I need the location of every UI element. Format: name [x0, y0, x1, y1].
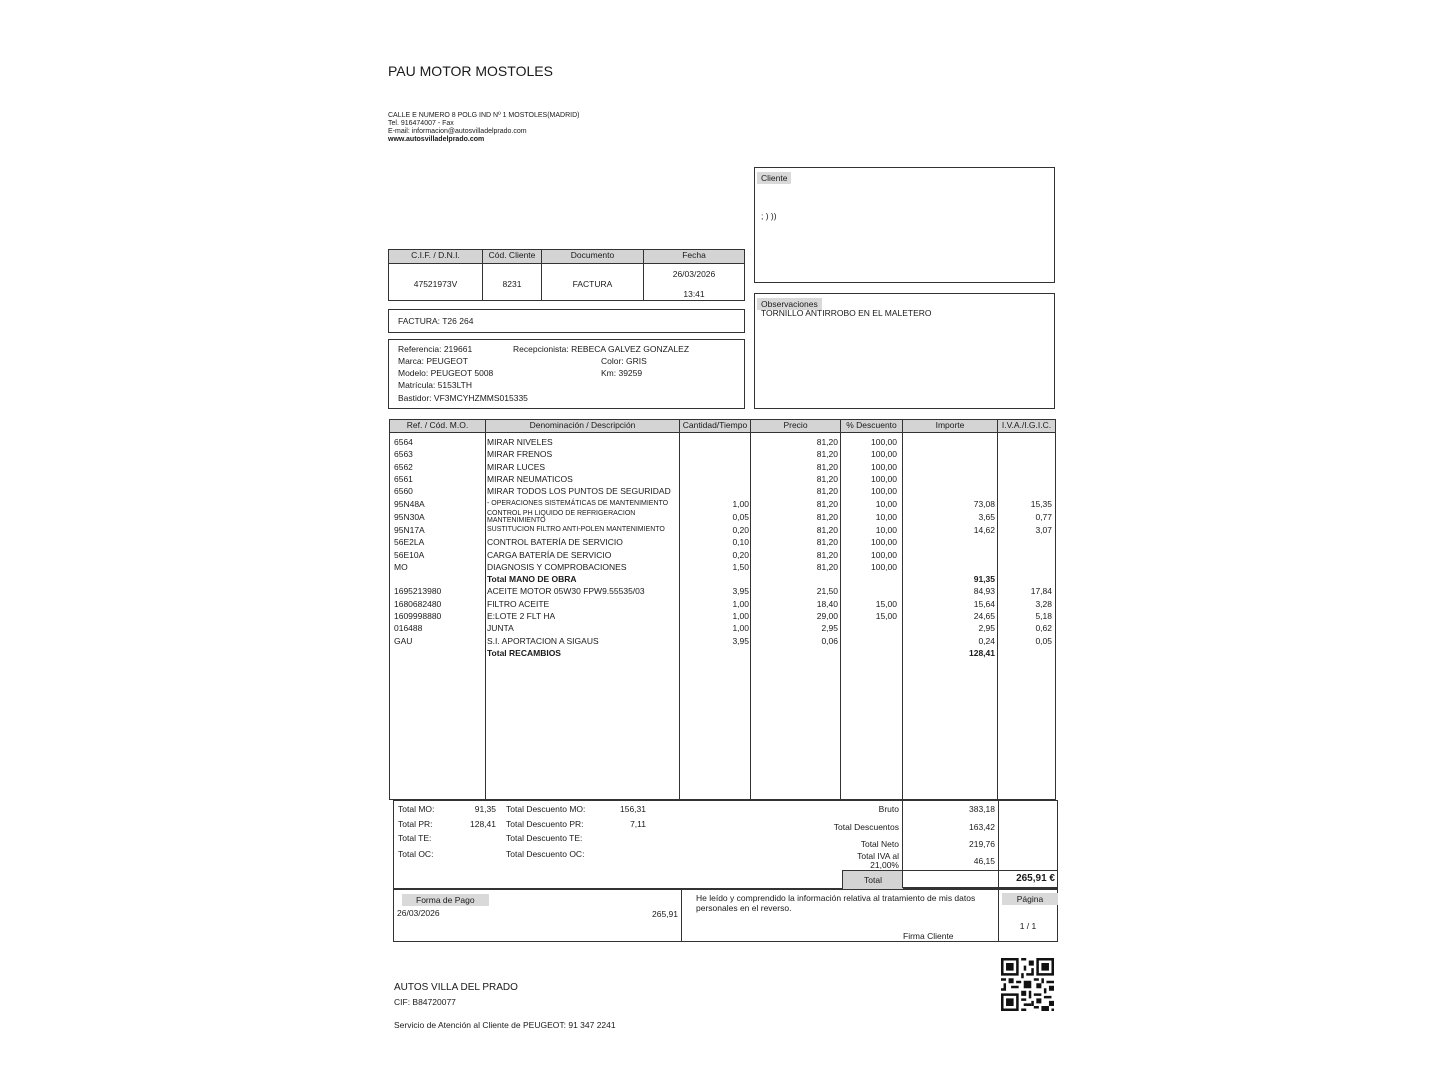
row-price: 0,06: [821, 635, 838, 646]
row-desc: JUNTA: [487, 623, 514, 634]
total-label: Total MO:: [398, 804, 435, 814]
table-row: [390, 473, 1055, 485]
invoice-number: FACTURA: T26 264: [398, 316, 474, 326]
row-iva: [998, 561, 1055, 573]
table-row: [390, 598, 1055, 610]
client-label: Cliente: [757, 172, 791, 184]
table-row: [390, 573, 1055, 585]
cif-header: C.I.F. / D.N.I.: [389, 250, 482, 264]
row-discount: 15,00: [875, 611, 897, 621]
total-value: 91,35: [474, 804, 496, 814]
row-qty: 1,00: [732, 498, 749, 509]
row-discount: [841, 585, 903, 597]
row-qty: 1,50: [732, 561, 749, 572]
bruto-label: Bruto: [878, 804, 899, 814]
row-ref: 95N17A: [394, 524, 425, 535]
col-price-header: Precio: [751, 420, 840, 433]
row-desc: SUSTITUCION FILTRO ANTI-POLEN MANTENIMIENTO: [487, 526, 665, 534]
row-amount: 15,64: [973, 598, 995, 609]
table-row: [390, 622, 1055, 634]
row-desc: CONTROL PH LIQUIDO DE REFRIGERACIÓN MANTENIMIENTO: [487, 509, 636, 524]
total-iva-label: [814, 852, 899, 870]
row-price: [751, 573, 841, 585]
row-amount: 0,24: [978, 635, 995, 646]
row-ref: 6563: [394, 449, 413, 460]
vehicle-plate: Matrícula: 5153LTH: [398, 380, 473, 390]
row-price: 81,20: [816, 524, 838, 535]
observations-label: Observaciones: [757, 298, 822, 310]
row-ref: 95N48A: [394, 498, 425, 509]
row-desc: Total MANO DE OBRA: [487, 574, 577, 585]
vehicle-brand: Marca: PEUGEOT: [398, 356, 468, 366]
row-amount: 91,35: [973, 574, 995, 585]
total-label: Total PR:: [398, 819, 433, 829]
discount-label: Total Descuento PR:: [506, 819, 584, 829]
row-price: 81,20: [816, 461, 838, 472]
row-discount: [841, 573, 903, 585]
qr-code-icon: [1001, 958, 1054, 1011]
row-qty: 1,00: [732, 598, 749, 609]
row-price: 2,95: [821, 623, 838, 634]
row-discount: [841, 634, 903, 646]
company-email: E-mail: informacion@autosvilladelprado.com: [388, 128, 527, 135]
row-price: 81,20: [816, 511, 838, 522]
document-header-box: [388, 249, 745, 301]
row-desc: Total RECAMBIOS: [487, 647, 561, 658]
total-neto-label: Total Neto: [860, 839, 899, 849]
total-label: Total OC:: [398, 849, 434, 859]
company-address: CALLE E NUMERO 8 POLG IND Nº 1 MOSTOLES(MADRID): [388, 112, 580, 119]
row-ref: 56E2LA: [394, 537, 425, 548]
row-iva: 17,84: [1030, 586, 1052, 597]
row-ref: GAU: [394, 635, 413, 646]
row-qty: 0,10: [732, 537, 749, 548]
row-ref: 6560: [394, 486, 413, 497]
row-price: 81,20: [816, 437, 838, 448]
row-price: 81,20: [816, 549, 838, 560]
table-row: [390, 536, 1055, 548]
row-discount: 100,00: [871, 549, 897, 560]
row-discount: [841, 647, 903, 659]
row-discount: 15,00: [875, 598, 897, 609]
row-ref: 95N30A: [394, 511, 425, 522]
vehicle-color: Color: GRIS: [601, 356, 647, 366]
row-price: 81,20: [816, 474, 838, 485]
discount-value: 7,11: [630, 819, 646, 829]
footer-company: AUTOS VILLA DEL PRADO: [394, 982, 518, 993]
row-discount: 100,00: [871, 537, 897, 548]
footer-service: Servicio de Atención al Cliente de PEUGEOT: 91 347 2241: [394, 1020, 616, 1030]
vehicle-km: Km: 39259: [601, 368, 643, 378]
table-row: [390, 610, 1055, 622]
row-price: 18,40: [816, 598, 838, 609]
row-desc: DIAGNOSIS Y COMPROBACIONES: [487, 561, 627, 572]
row-discount: 100,00: [871, 449, 897, 460]
vehicle-reference: Referencia: 219661: [398, 344, 473, 354]
row-amount: 2,95: [978, 623, 995, 634]
client-code-header: Cód. Cliente: [483, 250, 541, 264]
row-price: 81,20: [816, 537, 838, 548]
row-ref: 1609998880: [394, 611, 442, 621]
table-row: [390, 485, 1055, 497]
col-desc-header: Denominación / Descripción: [486, 420, 679, 433]
cif-value: 47521973V: [413, 279, 458, 289]
row-iva: [998, 536, 1055, 548]
row-desc: CONTROL BATERÍA DE SERVICIO: [487, 537, 623, 548]
row-amount: [903, 461, 998, 473]
col-ref-header: Ref. / Cód. M.O.: [390, 420, 485, 433]
vehicle-box: [388, 339, 745, 409]
row-desc: CARGA BATERÍA DE SERVICIO: [487, 549, 612, 560]
row-qty: [680, 461, 751, 473]
company-phone: Tel. 916474007 - Fax: [388, 120, 454, 127]
row-discount: 100,00: [871, 474, 897, 485]
row-iva: [998, 461, 1055, 473]
date-header: Fecha: [644, 250, 744, 264]
row-price: 81,20: [816, 561, 838, 572]
row-iva: 0,62: [1035, 623, 1052, 634]
total-label: Total TE:: [398, 833, 432, 843]
row-price: 81,20: [816, 498, 838, 509]
row-qty: 3,95: [732, 586, 749, 597]
date-value: 26/03/2026: [672, 269, 716, 279]
row-amount: [903, 448, 998, 460]
row-amount: [903, 473, 998, 485]
bruto-value: 383,18: [969, 804, 995, 814]
vehicle-receptionist: Recepcionista: REBECA GALVEZ GONZALEZ: [513, 344, 690, 354]
observations-box: [754, 293, 1055, 409]
page-value: 1 / 1: [1019, 921, 1037, 931]
row-ref: 1695213980: [394, 586, 442, 597]
col-qty-header: Cantidad/Tiempo: [680, 420, 750, 433]
table-row: [390, 497, 1055, 509]
table-row: [390, 448, 1055, 460]
row-price: 29,00: [816, 611, 838, 621]
row-iva: [998, 485, 1055, 497]
company-web: www.autosvilladelprado.com: [388, 136, 485, 143]
row-desc: S.I. APORTACION A SIGAUS: [487, 635, 599, 646]
table-row: [390, 461, 1055, 473]
row-amount: 73,08: [973, 498, 995, 509]
row-qty: [680, 436, 751, 448]
col-iva-header: I.V.A./I.G.I.C.: [998, 420, 1055, 433]
row-iva: [998, 473, 1055, 485]
row-amount: [903, 536, 998, 548]
table-row: [390, 647, 1055, 659]
row-ref: [390, 573, 486, 585]
row-ref: 6561: [394, 474, 413, 485]
discount-label: Total Descuento OC:: [506, 849, 585, 859]
row-desc: MIRAR NEUMATICOS: [487, 474, 573, 485]
invoice-lines-box: [389, 419, 1056, 800]
col-discount-header: % Descuento: [841, 420, 902, 433]
row-desc: MIRAR TODOS LOS PUNTOS DE SEGURIDAD: [487, 486, 671, 497]
total-value: 128,41: [470, 819, 496, 829]
total-discounts-value: 163,42: [969, 822, 995, 832]
table-row: [390, 585, 1055, 597]
client-line: ; ) )): [761, 211, 777, 221]
row-discount: 10,00: [875, 498, 897, 509]
row-qty: [680, 448, 751, 460]
privacy-text: He leído y comprendido la información relativa al tratamiento de mis datos personales en el reverso.: [696, 893, 976, 913]
document-header: Documento: [542, 250, 643, 264]
table-row: [390, 561, 1055, 573]
row-discount: 10,00: [875, 524, 897, 535]
total-iva-value: 46,15: [973, 856, 995, 866]
row-amount: 14,62: [973, 524, 995, 535]
row-amount: [903, 548, 998, 560]
payment-date: 26/03/2026: [397, 908, 440, 918]
row-iva: 0,05: [1035, 635, 1052, 646]
row-ref: 1680682480: [394, 598, 442, 609]
row-ref: MO: [394, 561, 408, 572]
grand-total-amount: 265,91 €: [1016, 873, 1055, 884]
invoice-lines-table: [390, 436, 1055, 659]
row-amount: 128,41: [969, 647, 995, 658]
grand-total-label: Total: [842, 870, 903, 889]
row-qty: 3,95: [732, 635, 749, 646]
client-box: [754, 167, 1055, 283]
row-ref: 6564: [394, 437, 413, 448]
row-qty: [680, 485, 751, 497]
row-qty: 0,20: [732, 524, 749, 535]
discount-label: Total Descuento MO:: [506, 804, 586, 814]
row-amount: 3,65: [978, 511, 995, 522]
row-discount: [841, 622, 903, 634]
row-qty: [680, 647, 751, 659]
footer-cif: CIF: B84720077: [394, 997, 456, 1007]
totals-box: [393, 800, 1058, 889]
vehicle-model: Modelo: PEUGEOT 5008: [398, 368, 494, 378]
row-ref: 56E10A: [394, 549, 425, 560]
row-price: 81,20: [816, 486, 838, 497]
time-value: 13:41: [683, 289, 705, 299]
row-desc: - OPERACIONES SISTEMÁTICAS DE MANTENIMIENTO: [487, 500, 669, 508]
observations-text: TORNILLO ANTIRROBO EN EL MALETERO: [761, 308, 932, 318]
vehicle-vin: Bastidor: VF3MCYHZMMS015335: [398, 393, 528, 403]
row-qty: 0,05: [732, 511, 749, 522]
row-discount: 100,00: [871, 486, 897, 497]
total-neto-value: 219,76: [969, 839, 995, 849]
grand-total-value: [902, 870, 1058, 888]
row-iva: [998, 448, 1055, 460]
row-qty: [680, 573, 751, 585]
row-iva: 15,35: [1030, 498, 1052, 509]
col-amount-header: Importe: [903, 420, 997, 433]
row-desc: ACEITE MOTOR 05W30 FPW9.55535/03: [487, 586, 645, 597]
discount-value: 156,31: [620, 804, 646, 814]
payment-amount: 265,91: [652, 909, 678, 919]
row-amount: 24,65: [973, 611, 995, 621]
row-price: [751, 647, 841, 659]
row-iva: [998, 573, 1055, 585]
table-row: [390, 510, 1055, 524]
row-iva: [998, 548, 1055, 560]
row-amount: [903, 485, 998, 497]
payment-box: [393, 889, 1058, 942]
row-ref: [390, 647, 486, 659]
row-ref: 6562: [394, 461, 413, 472]
payment-label: Forma de Pago: [402, 894, 489, 906]
total-iva-label-line1: Total IVA al: [857, 851, 899, 861]
row-iva: 3,28: [1035, 598, 1052, 609]
page-label: Página: [1002, 893, 1058, 905]
table-row: [390, 634, 1055, 646]
row-qty: [680, 473, 751, 485]
row-amount: [903, 436, 998, 448]
row-desc: MIRAR NIVELES: [487, 437, 553, 448]
company-name: PAU MOTOR MOSTOLES: [388, 63, 553, 79]
company-address-block: [388, 112, 579, 144]
row-discount: 100,00: [871, 437, 897, 448]
row-amount: [903, 561, 998, 573]
row-iva: 0,77: [1035, 511, 1052, 522]
row-iva: [998, 436, 1055, 448]
table-row: [390, 524, 1055, 536]
table-row: [390, 548, 1055, 560]
row-amount: 84,93: [973, 586, 995, 597]
row-qty: 1,00: [732, 611, 749, 621]
row-discount: 10,00: [875, 511, 897, 522]
row-price: 81,20: [816, 449, 838, 460]
total-iva-label-line2: 21,00%: [870, 860, 899, 870]
row-discount: 100,00: [871, 461, 897, 472]
row-qty: 0,20: [732, 549, 749, 560]
document-value: FACTURA: [572, 279, 613, 289]
row-price: 21,50: [816, 586, 838, 597]
client-code-value: 8231: [502, 279, 522, 289]
discount-label: Total Descuento TE:: [506, 833, 583, 843]
invoice-number-box: [388, 309, 745, 333]
row-qty: 1,00: [732, 623, 749, 634]
row-discount: 100,00: [871, 561, 897, 572]
row-desc: E:LOTE 2 FLT HA: [487, 611, 556, 621]
row-iva: [998, 647, 1055, 659]
row-ref: 016488: [394, 623, 423, 634]
signature-label: Firma Cliente: [903, 931, 954, 941]
row-iva: 3,07: [1035, 524, 1052, 535]
total-discounts-label: Total Descuentos: [833, 822, 899, 832]
row-desc: MIRAR LUCES: [487, 461, 546, 472]
row-iva: 5,18: [1035, 611, 1052, 621]
table-row: [390, 436, 1055, 448]
row-desc: MIRAR FRENOS: [487, 449, 553, 460]
row-desc: FILTRO ACEITE: [487, 598, 550, 609]
